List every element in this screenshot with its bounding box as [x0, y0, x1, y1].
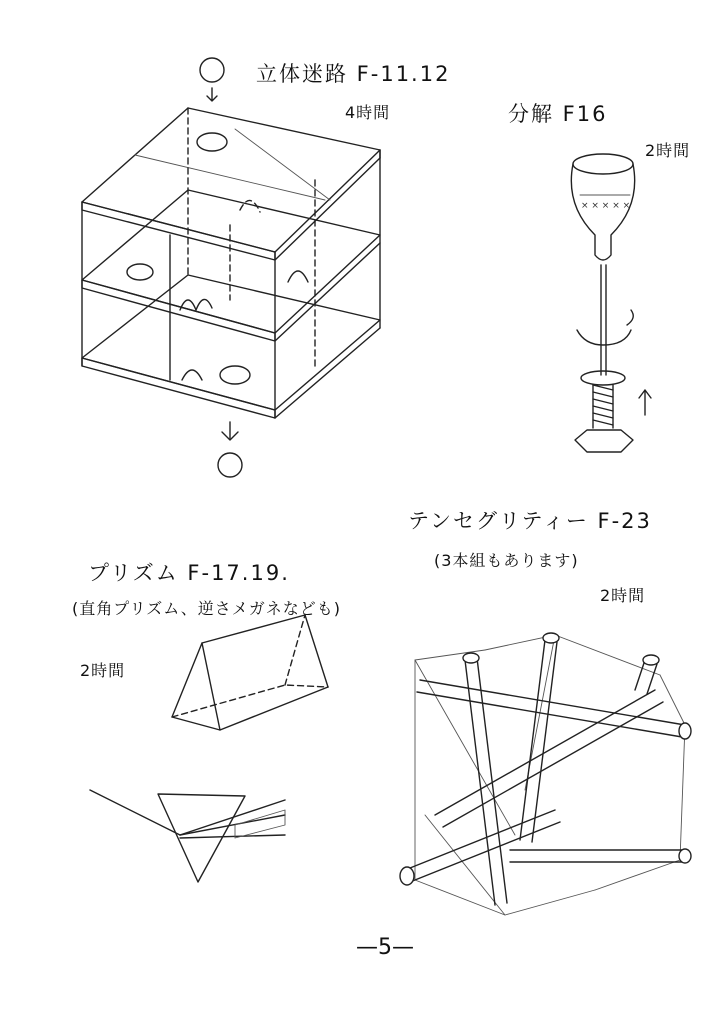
maze-duration: 4時間: [345, 103, 391, 122]
rotate-arrow-icon: [577, 330, 631, 345]
tensegrity-title: テンセグリティー F-23: [408, 509, 652, 533]
prism-drawing: [160, 605, 340, 740]
tensegrity-note: (3本組もあります): [434, 551, 579, 570]
disassembly-duration: 2時間: [645, 141, 691, 160]
ball-bottom-icon: [218, 453, 242, 477]
tensegrity-drawing: [395, 620, 705, 925]
maze-title: 立体迷路 F-11.12: [256, 62, 451, 86]
down-arrow-bottom-icon: [222, 422, 238, 440]
svg-text:× × × × ×: × × × × ×: [581, 201, 631, 211]
ball-top-icon: [200, 58, 224, 82]
disassembly-title: 分解 F16: [508, 102, 608, 126]
maze-cube-drawing: [70, 50, 400, 490]
page-number: —5—: [356, 935, 414, 960]
prism-note: (直角プリズム、逆さメガネなども): [72, 599, 342, 618]
up-arrow-icon: [639, 390, 651, 415]
disassembly-drawing: [555, 150, 665, 470]
down-arrow-top-icon: [207, 88, 217, 101]
prism-duration: 2時間: [80, 661, 126, 680]
maze-top-hole: [197, 133, 227, 151]
prism-refraction-drawing: [85, 780, 295, 890]
tensegrity-duration: 2時間: [600, 586, 646, 605]
prism-title: プリズム F-17.19.: [88, 561, 290, 585]
